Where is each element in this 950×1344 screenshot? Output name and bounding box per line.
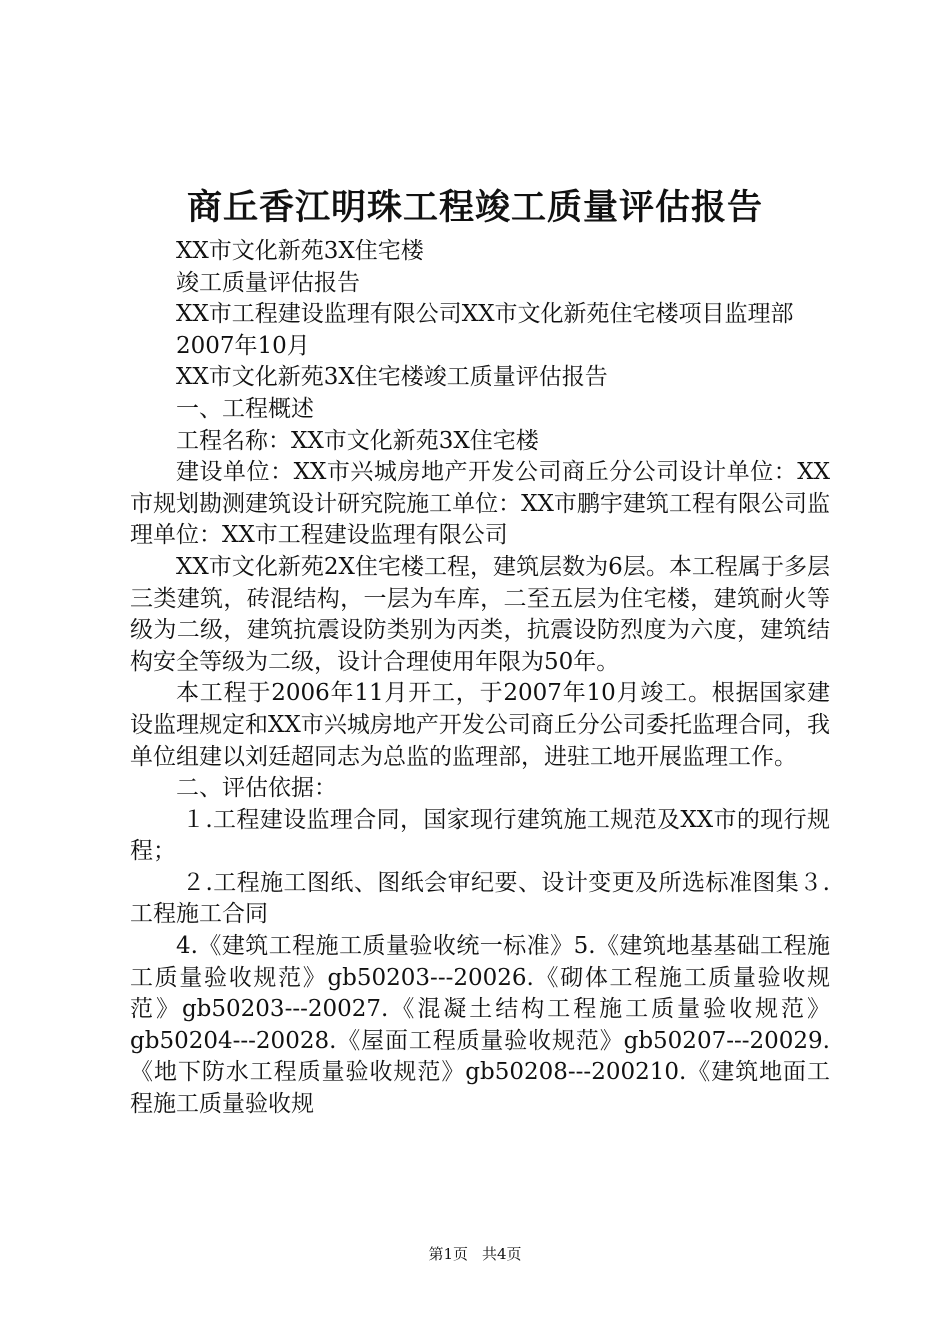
list-item-basis-1: １.工程建设监理合同，国家现行建筑施工规范及XX市的现行规程； <box>130 806 830 865</box>
paragraph-project-title: 工程名称：XX市文化新苑3X住宅楼 <box>176 427 539 454</box>
document-title: 商丘香江明珠工程竣工质量评估报告 <box>186 187 763 228</box>
list-item-basis-2: ２.工程施工图纸、图纸会审纪要、设计变更及所选标准图集３.工程施工合同 <box>130 869 830 928</box>
paragraph-units: 建设单位：XX市兴城房地产开发公司商丘分公司设计单位：XX市规划勘测建筑设计研究院施工单位：XX市鹏宇建筑工程有限公司监理单位：XX市工程建设监理有限公司 <box>130 459 830 549</box>
page-number: 第1页 <box>428 1245 468 1263</box>
section-heading-basis: 二、评估依据： <box>176 775 337 802</box>
paragraph-schedule: 本工程于2006年11月开工，于2007年10月竣工。根据国家建设监理规定和XX市兴城房地产开发公司商丘分公司委托监理合同，我单位组建以刘廷超同志为总监的监理部，进驻工地开展监理工作。 <box>130 680 830 770</box>
page-footer <box>0 1244 950 1264</box>
paragraph-supervision-company: XX市工程建设监理有限公司XX市文化新苑住宅楼项目监理部 <box>176 301 794 328</box>
list-item-basis-standards: 4.《建筑工程施工质量验收统一标准》5.《建筑地基基础工程施工质量验收规范》gb50203---20026.《砌体工程施工质量验收规范》gb50203---20027.《混凝土结构工程施工质量验收规范》gb50204---20028.《屋面工程质量验收规范》gb50207---20029.《地下防水工程质量验收规范》gb50208---200210.《建筑地面工程施工质量验收规 <box>130 933 830 1118</box>
section-heading-overview: 一、工程概述 <box>176 395 314 422</box>
paragraph-building-description: XX市文化新苑2X住宅楼工程，建筑层数为6层。本工程属于多层三类建筑，砖混结构，一层为车库，二至五层为住宅楼，建筑耐火等级为二级，建筑抗震设防类别为丙类，抗震设防烈度为六度，建筑结构安全等级为二级，设计合理使用年限为50年。 <box>130 553 830 675</box>
page-total: 共4页 <box>482 1245 522 1263</box>
paragraph-report-subtitle: 竣工质量评估报告 <box>176 269 360 296</box>
paragraph-date: 2007年10月 <box>176 332 310 359</box>
paragraph-project-name: XX市文化新苑3X住宅楼 <box>176 238 424 264</box>
document-body <box>130 236 830 1121</box>
paragraph-report-title: XX市文化新苑3X住宅楼竣工质量评估报告 <box>176 364 608 391</box>
